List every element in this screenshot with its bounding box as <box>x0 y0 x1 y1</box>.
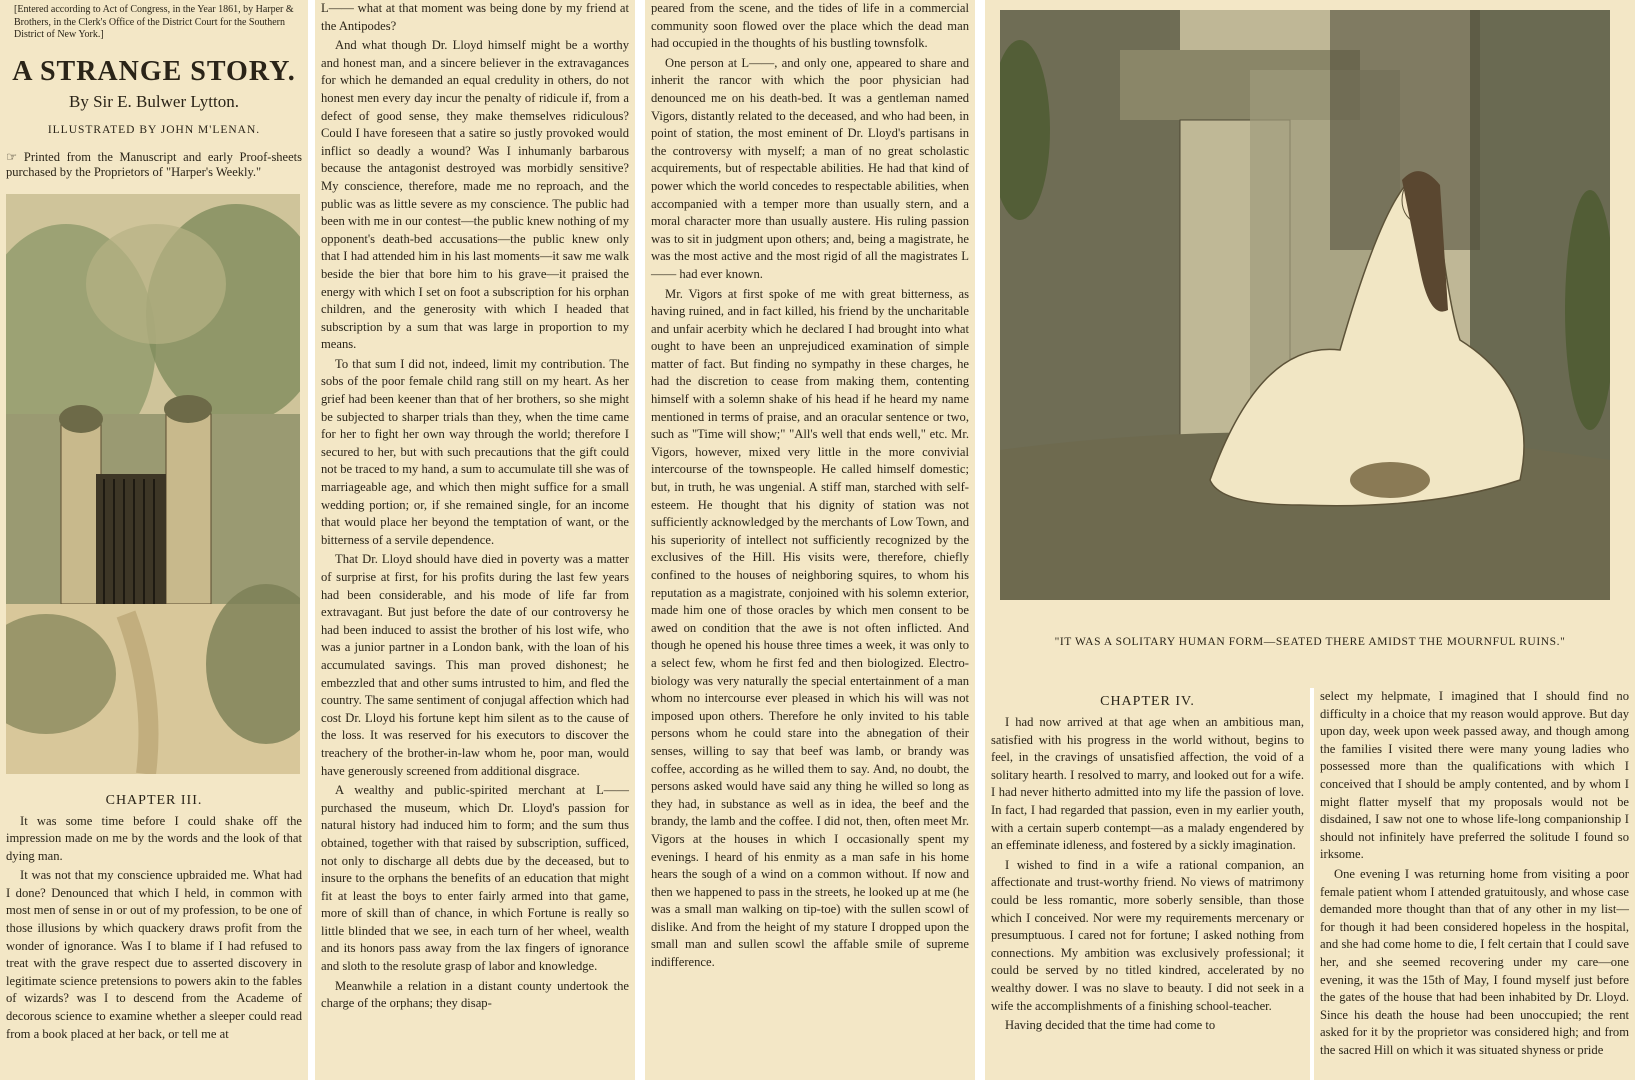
ruins-illustration <box>1000 10 1610 600</box>
column-3 <box>645 0 975 1080</box>
garden-gate-illustration <box>6 194 300 774</box>
column-5 <box>1314 688 1635 1080</box>
copyright-notice: [Entered according to Act of Congress, in the Year 1861, by Harper & Brothers, in the Clerk's Office of the District Court for the Southern District of New York.] <box>14 4 294 40</box>
illustrator-credit: ILLUSTRATED BY JOHN M'LENAN. <box>47 123 261 136</box>
paragraph: Mr. Vigors at first spoke of me with great bitterness, as having ruined, and in fact killed, his friend by the uncharitable and unfair acerbity which he declared I had brought into what ought to have been an unprejudiced examination of simple matter of fact. But finding no sympathy in these charges, he had the discretion to cease from making them, contenting himself with a solemn shake of his head if he heard my name mentioned in terms of praise, and an oracular sentence or two, such as "Time will show;" "All's well that ends well," etc. Mr. Vigors, however, mixed very little in the more convivial intercourse of the townspeople. He called himself domestic; but, in truth, he was ungenial. A stiff man, starched with self-esteem. He thought that his dignity of station was not sufficiently acknowledged by the merchants of Low Town, and his superiority of intellect not sufficiently recognized by the exclusives of the Hill. His visits were, therefore, chiefly confined to the houses of neighboring squires, to whom his reputation as a magistrate, conjoined with his solemn exterior, made him one of those oracles by which men consent to be awed on condition that the awe is not often inflicted. And though he opened his house three times a week, it was only to a select few, whom he first fed and then biologized. Electro-biology was very naturally the special entertainment of a man whom no intercourse ever pleased in which his will was not imposed upon others. Therefore he only invited to his table persons whom he could stare into the abnegation of their senses, willing to say that beef was lamb, or brandy was coffee, according as he willed them to say. And, no doubt, the persons asked would have said any thing he willed so long as they had, in substance as well as in idea, the beef and the brandy, the lamb and the coffee. I did not, then, often meet Mr. Vigors at the houses in which I occasionally spent my evenings. I heard of his enmity as a man safe in his home hears the sough of a wind on a common without. If now and then we happened to pass in the streets, he looked up at me (he was a small man walking on tip-toe) with the sullen scowl of dislike. And from the height of my stature I dropped upon the small man and sullen scowl the affable smile of supreme indifference. <box>651 286 969 970</box>
illustration-caption: "IT WAS A SOLITARY HUMAN FORM—SEATED THERE AMIDST THE MOURNFUL RUINS." <box>1054 636 1566 648</box>
paragraph: A wealthy and public-spirited merchant at L—— purchased the museum, which Dr. Lloyd's passion for natural history had induced him to form; and the sum thus obtained, together with that raised by subscription, sufficed, not only to discharge all debts due by the deceased, but to insure to the orphans the benefits of an education that might fit at least the boys to enter fairly armed into that game, more of skill than of chance, in which Fortune is really so little blinded that we see, in each turn of her wheel, wealth and its honors pass away from the lax fingers of ignorance and sloth to the resolute grasp of labor and knowledge. <box>321 783 629 974</box>
paragraph: peared from the scene, and the tides of life in a commercial community soon flowed over the place which the dead man had occupied in the thoughts of his bustling townsfolk. <box>651 1 969 51</box>
paragraph: Having decided that the time had come to <box>1005 1018 1216 1033</box>
byline: By Sir E. Bulwer Lytton. <box>69 91 239 111</box>
paragraph: It was not that my conscience upbraided me. What had I done? Denounced that which I held, in common with most men of sense in or out of my profession, to be one of those illusions by which quackery draws profit from the wonder of ignorance. Was I to blame if I had refused to treat with the grave respect due to asserted discovery in legitimate science pretensions to powers akin to the fables of wizards? was I to descend from the Academe of decorous science to examine whether a sleeper could read from a book placed at her back, or tell me at <box>6 868 302 1041</box>
column-4 <box>985 688 1310 1080</box>
paragraph: I had now arrived at that age when an ambitious man, satisfied with his progress in the world without, begins to feel, in the cravings of unsatisfied affection, the void of a solitary hearth. I resolved to marry, and looked out for a wife. I had never hitherto admitted into my life the passion of love. In fact, I had regarded that passion, even in my earlier youth, with a certain superb contempt—as a malady engendered by an effeminate idleness, and fostered by a sickly imagination. <box>991 715 1304 853</box>
paragraph: L—— what at that moment was being done by my friend at the Antipodes? <box>321 1 629 33</box>
paragraph: One person at L——, and only one, appeared to share and inherit the rancor with which the poor physician had denounced me on his death-bed. It was a gentleman named Vigors, distantly related to the deceased, and who had been, in point of station, the most eminent of Dr. Lloyd's partisans in the controversy with myself; a man of no great scholastic acquirements, but of respectable abilities. He had that kind of power which the world concedes to respectable abilities, when accompanied with a temper more than usually stern, and a moral character more than usually austere. His ruling passion was to sit in judgment upon others; and, being a magistrate, he was the most active and the most rigid of all the magistrates L—— had ever known. <box>651 55 969 281</box>
paragraph: One evening I was returning home from visiting a poor female patient whom I attended gratuitously, and whose case demanded more thought than that of any other in my list—for though it had been considered hopeless in the hospital, and she had come home to die, I felt certain that I could save her, and she seemed recovering under my care—one evening, it was the 15th of May, I found myself just before the gates of the house that had been inhabited by Dr. Lloyd. Since his death the house had been unoccupied; the rent asked for it by the proprietor was considered high; and from the sacred Hill on which it was situated shyness or pride <box>1320 866 1629 1057</box>
paragraph: That Dr. Lloyd should have died in poverty was a matter of surprise at first, for his profits during the last few years had been considerable, and his mode of life far from extravagant. But just before the date of our controversy he had been induced to assist the brother of his lost wife, who was a junior partner in a London bank, with the loan of his accumulated savings. This man proved dishonest; he embezzled that and other sums intrusted to him, and fled the country. The same sentiment of conjugal affection which had cost Dr. Lloyd his fortune kept him silent as to the cause of the loss. It was reserved for his executors to discover the treachery of the brother-in-law whom he, poor man, would have generously screened from additional disgrace. <box>321 552 629 778</box>
chapter-3-heading: CHAPTER III. <box>105 792 203 808</box>
paragraph: And what though Dr. Lloyd himself might be a worthy and honest man, and a sincere believer in the extravagances for which he demanded an equal credulity in others, do not honest men every day incur the penalty of ridicule if, from a defect of good sense, they make themselves ridiculous? Could I have foreseen that a satire so justly provoked would inflict so deadly a wound? Was I inhumanly barbarous because the antagonist destroyed was morbidly sensitive? My conscience, therefore, made me no reproach, and the public was as little severe as my conscience. The public had been with me in our contest—the public knew nothing of my opponent's death-bed accusations—the public knew only that I had attended him in his last moments—it saw me walk beside the bier that bore him to his grave—it praised the energy with which I set on foot a subscription for his orphan children, and the generosity with which I headed that subscription by a sum that was large in proportion to my means. <box>321 38 629 352</box>
paragraph: It was some time before I could shake off the impression made on me by the words and the look of that dying man. <box>6 813 302 863</box>
column-2 <box>315 0 635 1080</box>
paragraph: To that sum I did not, indeed, limit my contribution. The sobs of the poor female child rang still on my heart. As her grief had been keener than that of her brothers, so she might be subjected to sharper trials than they, when the time came for her to fight her own way through the world; therefore I secured to her, but with such precautions that the gift could not be traced to my hand, a sum to accumulate till she was of marriageable age, and which then might suffice for a small wedding portion; or, if she remained single, for an income that would place her beyond the temptation of want, or the bitterness of a servile dependence. <box>321 356 629 547</box>
column-1 <box>0 0 308 1080</box>
story-title: A STRANGE STORY. <box>12 55 296 87</box>
paragraph: Meanwhile a relation in a distant county undertook the charge of the orphans; they disap- <box>321 978 629 1011</box>
publication-note: ☞ Printed from the Manuscript and early Proof-sheets purchased by the Proprietors of "Harper's Weekly." <box>6 149 302 179</box>
chapter-4-heading: CHAPTER IV. <box>1100 694 1195 709</box>
paragraph: I wished to find in a wife a rational companion, an affectionate and trust-worthy friend. No views of matrimony could be less romantic, more soberly sensible, than those which I conceived. Nor were my requirements mercenary or presumptuous. I cared not for fortune; I asked nothing from connections. My ambition was exclusively professional; it could be served by no titled kindred, accelerated by no wealthy dower. I was no slave to beauty. I did not seek in a wife the accomplishments of a finishing school-teacher. <box>991 857 1304 1013</box>
illustration-panel <box>985 0 1635 688</box>
paragraph: select my helpmate, I imagined that I should find no difficulty in a choice that my reason would approve. But day upon day, week upon week passed away, and though among the families I visited there were many young ladies who possessed more than the qualifications with which I conceived that I should be amply contented, and by whom I might flatter myself that my proposals would not be disdained, I saw not one to whose life-long companionship I should not infinitely have preferred the solitude I found so irksome. <box>1320 689 1629 862</box>
